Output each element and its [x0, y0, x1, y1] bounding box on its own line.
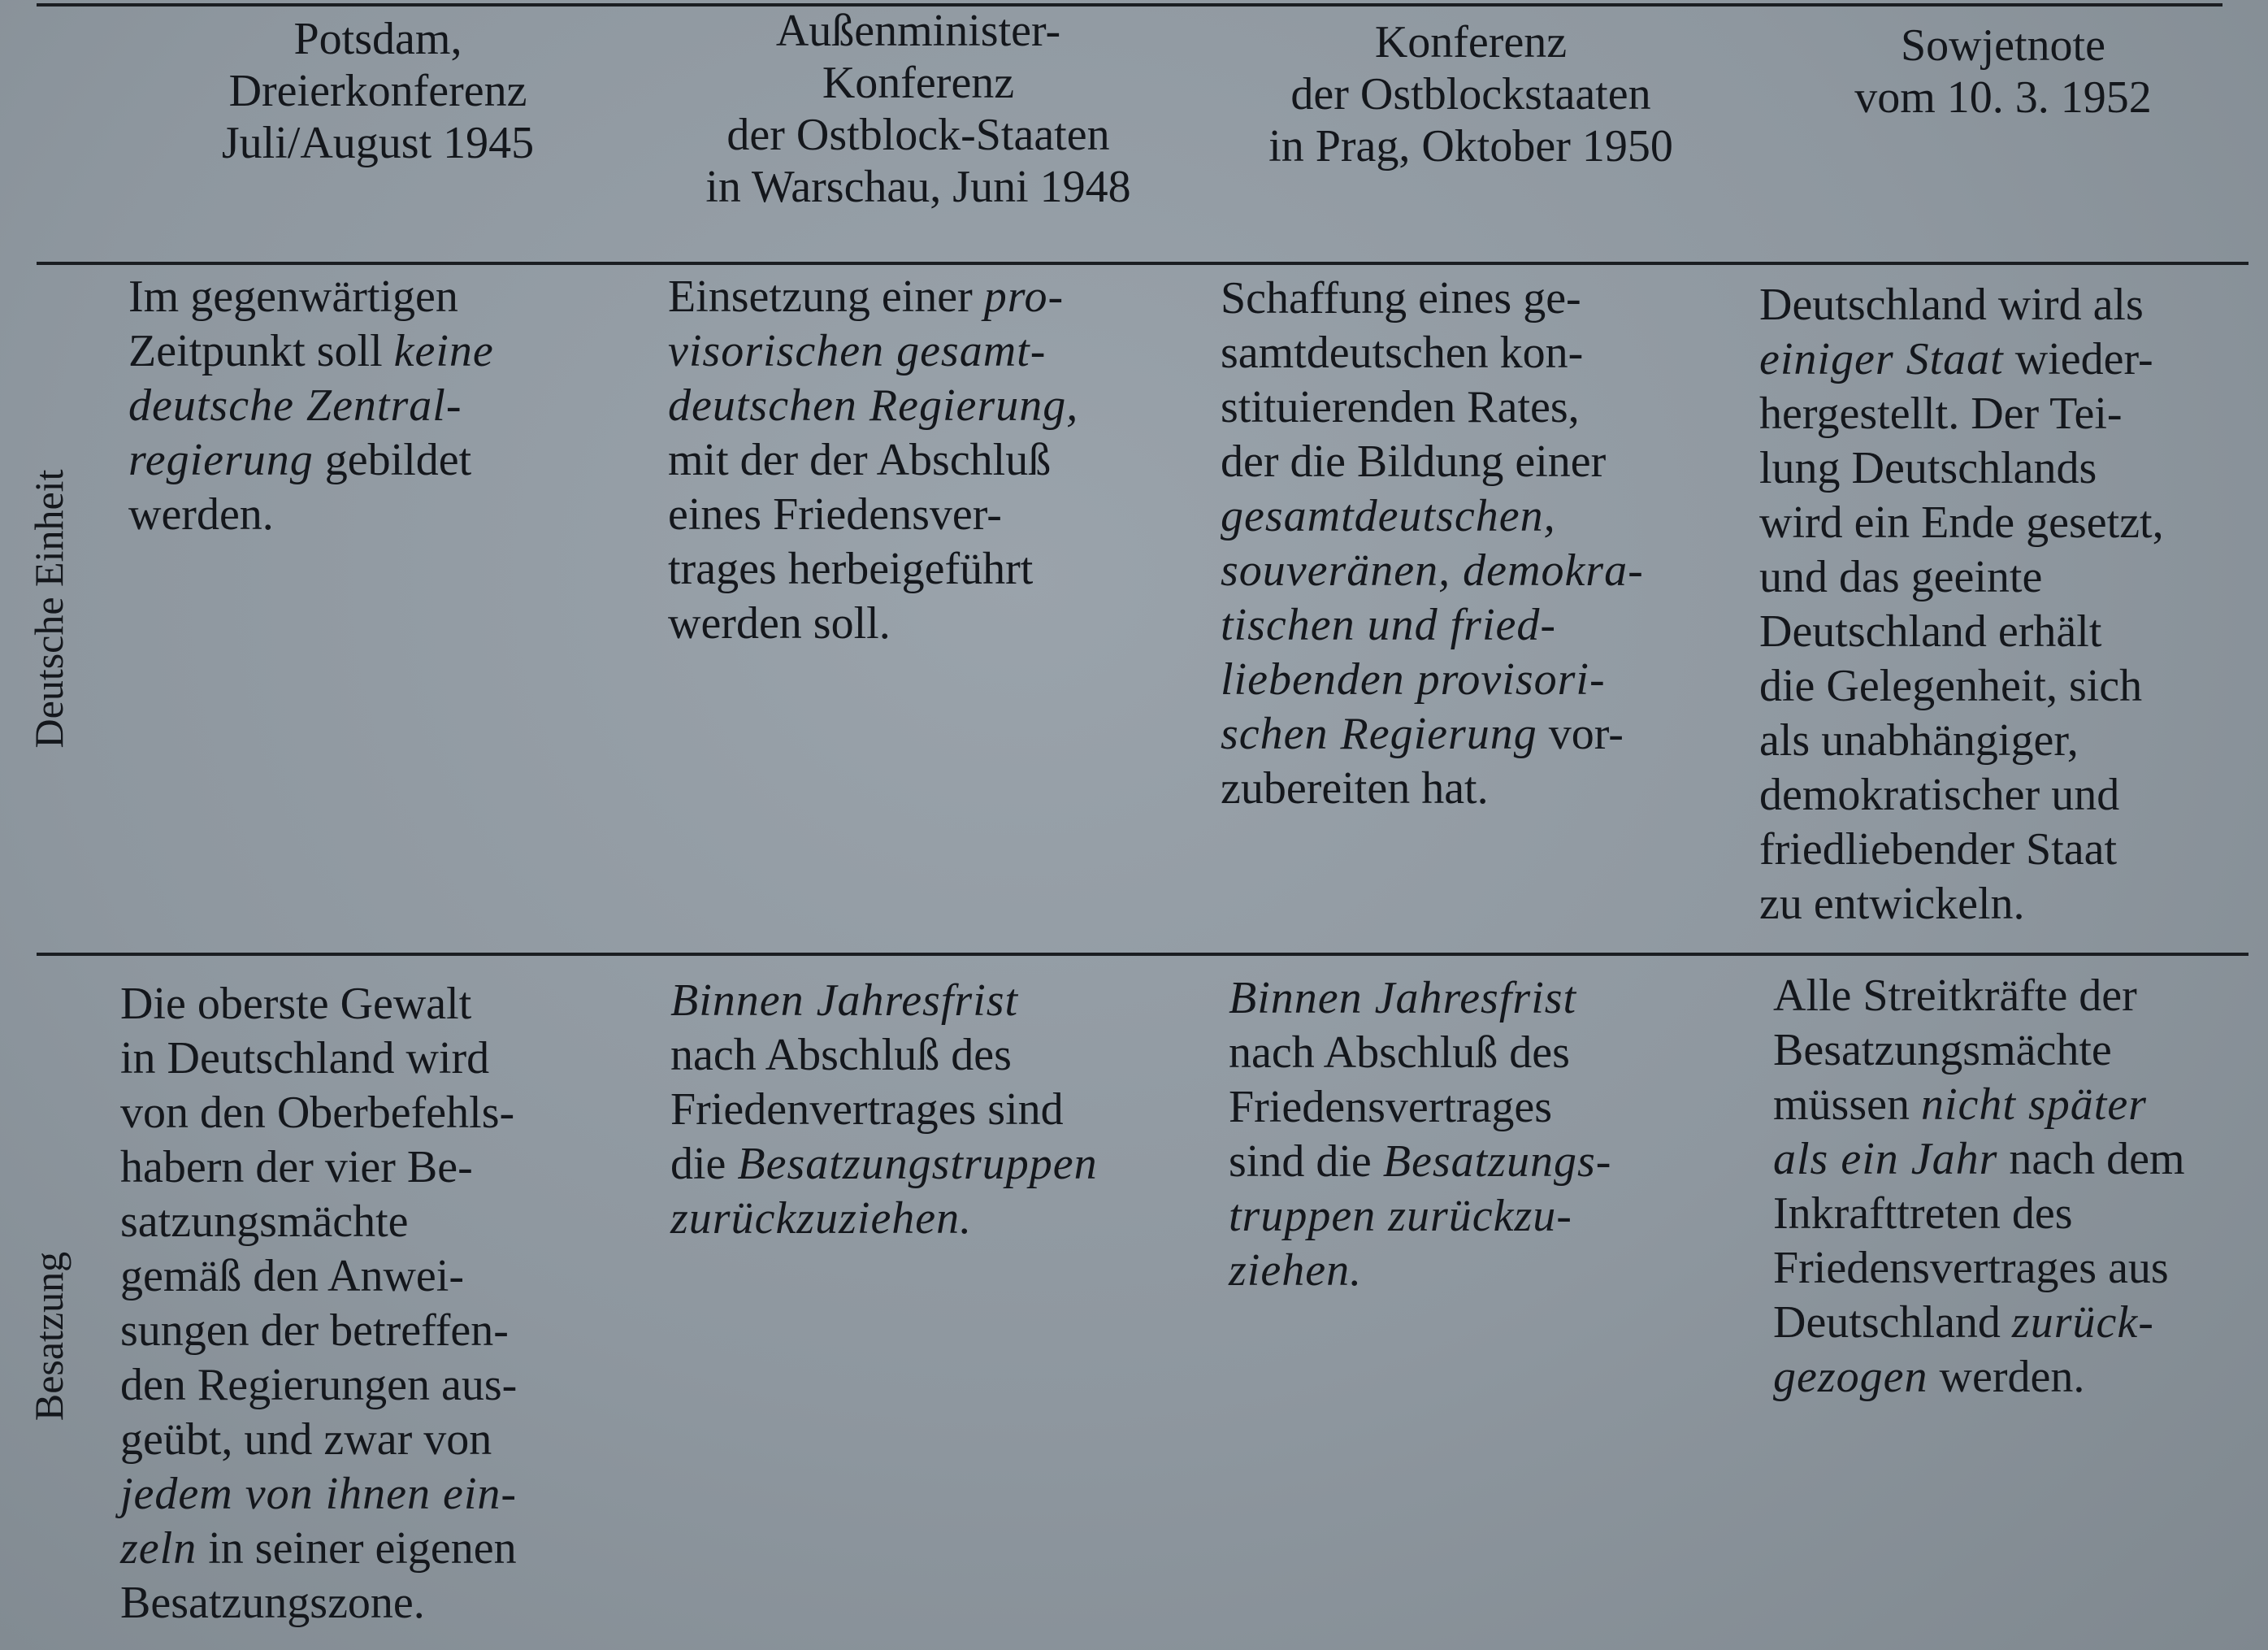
emphasis-text: zurück- gezogen: [1773, 1297, 2154, 1402]
body-text: vor- zubereiten hat.: [1221, 709, 1624, 814]
cell-besatzung-sowjetnote: [1773, 969, 2185, 1405]
body-text: nach Abschluß des Friedensvertrages sind die: [1229, 1027, 1570, 1187]
cell-besatzung-prag: [1229, 971, 1611, 1298]
body-text: nach Abschluß des Friedenvertrages sind die: [670, 1030, 1064, 1189]
column-header-warschau: Außenminister- Konferenz der Ostblock-Staaten in Warschau, Juni 1948: [705, 6, 1131, 212]
cell-einheit-prag: [1221, 271, 1644, 816]
body-text: Schaffung eines ge- samtdeutschen kon- stituierenden Rates, der die Bildung einer: [1221, 273, 1607, 487]
body-text: Alle Streitkräfte der Besatzungsmächte müssen: [1773, 970, 2137, 1130]
emphasis-text: Besatzungs- truppen zurückzu- ziehen.: [1229, 1136, 1612, 1296]
emphasis-text: keine deutsche Zentral- regierung: [128, 326, 494, 485]
emphasis-text: gesamtdeutschen, souveränen, demokra- tischen und fried- liebenden provisori- schen Regierung: [1221, 491, 1644, 759]
body-text: Deutschland wird als: [1759, 280, 2144, 330]
cell-einheit-sowjetnote: [1759, 278, 2164, 931]
body-text: wieder- hergestellt. Der Tei- lung Deutschlands wird ein Ende gesetzt, und das geeinte Deutschland erhält die Gelegenheit, sich als unabhängiger, demokratischer und friedliebender Staat zu entwickeln.: [1759, 334, 2164, 929]
body-text: nach dem Inkrafttreten des Friedensvertrages aus Deutschland: [1773, 1134, 2185, 1348]
cell-besatzung-potsdam: [120, 977, 517, 1630]
column-header-sowjetnote: Sowjetnote vom 10. 3. 1952: [1854, 20, 2152, 123]
emphasis-text: nicht später als ein Jahr: [1773, 1079, 2147, 1184]
body-text: Im gegenwärtigen Zeitpunkt soll: [128, 271, 458, 376]
emphasis-text: Binnen Jahresfrist: [1229, 973, 1577, 1023]
header-rule: [37, 262, 2248, 265]
body-text: werden.: [1928, 1352, 2085, 1402]
body-text: mit der der Abschluß eines Friedensver- trages herbeigeführt werden soll.: [668, 435, 1052, 649]
emphasis-text: pro- visorischen gesamt- deutschen Regierung,: [668, 271, 1079, 431]
row-label-besatzung: Besatzung: [26, 1251, 72, 1422]
emphasis-text: jedem von ihnen ein- zeln: [120, 1469, 518, 1574]
row-divider-rule: [37, 953, 2248, 956]
body-text: Einsetzung einer: [668, 271, 984, 322]
column-header-potsdam: Potsdam, Dreierkonferenz Juli/August 1945: [221, 14, 535, 168]
cell-einheit-warschau: [668, 270, 1078, 651]
body-text: gebildet werden.: [128, 435, 472, 540]
body-text: Die oberste Gewalt in Deutschland wird von den Oberbefehls- habern der vier Be- satzungsmächte gemäß den Anwei- sungen der betreffen- den Regierungen aus- geübt, und zwar von: [120, 979, 518, 1465]
emphasis-text: einiger Staat: [1759, 334, 2004, 384]
emphasis-text: Besatzungstruppen zurückzuziehen.: [670, 1139, 1098, 1244]
column-header-prag: Konferenz der Ostblockstaaten in Prag, Oktober 1950: [1268, 17, 1673, 172]
cell-besatzung-warschau: [670, 974, 1098, 1246]
emphasis-text: Binnen Jahresfrist: [670, 975, 1019, 1026]
body-text: in seiner eigenen Besatzungszone.: [120, 1523, 517, 1628]
cell-einheit-potsdam: [128, 270, 494, 542]
row-label-deutsche-einheit: Deutsche Einheit: [26, 469, 72, 749]
